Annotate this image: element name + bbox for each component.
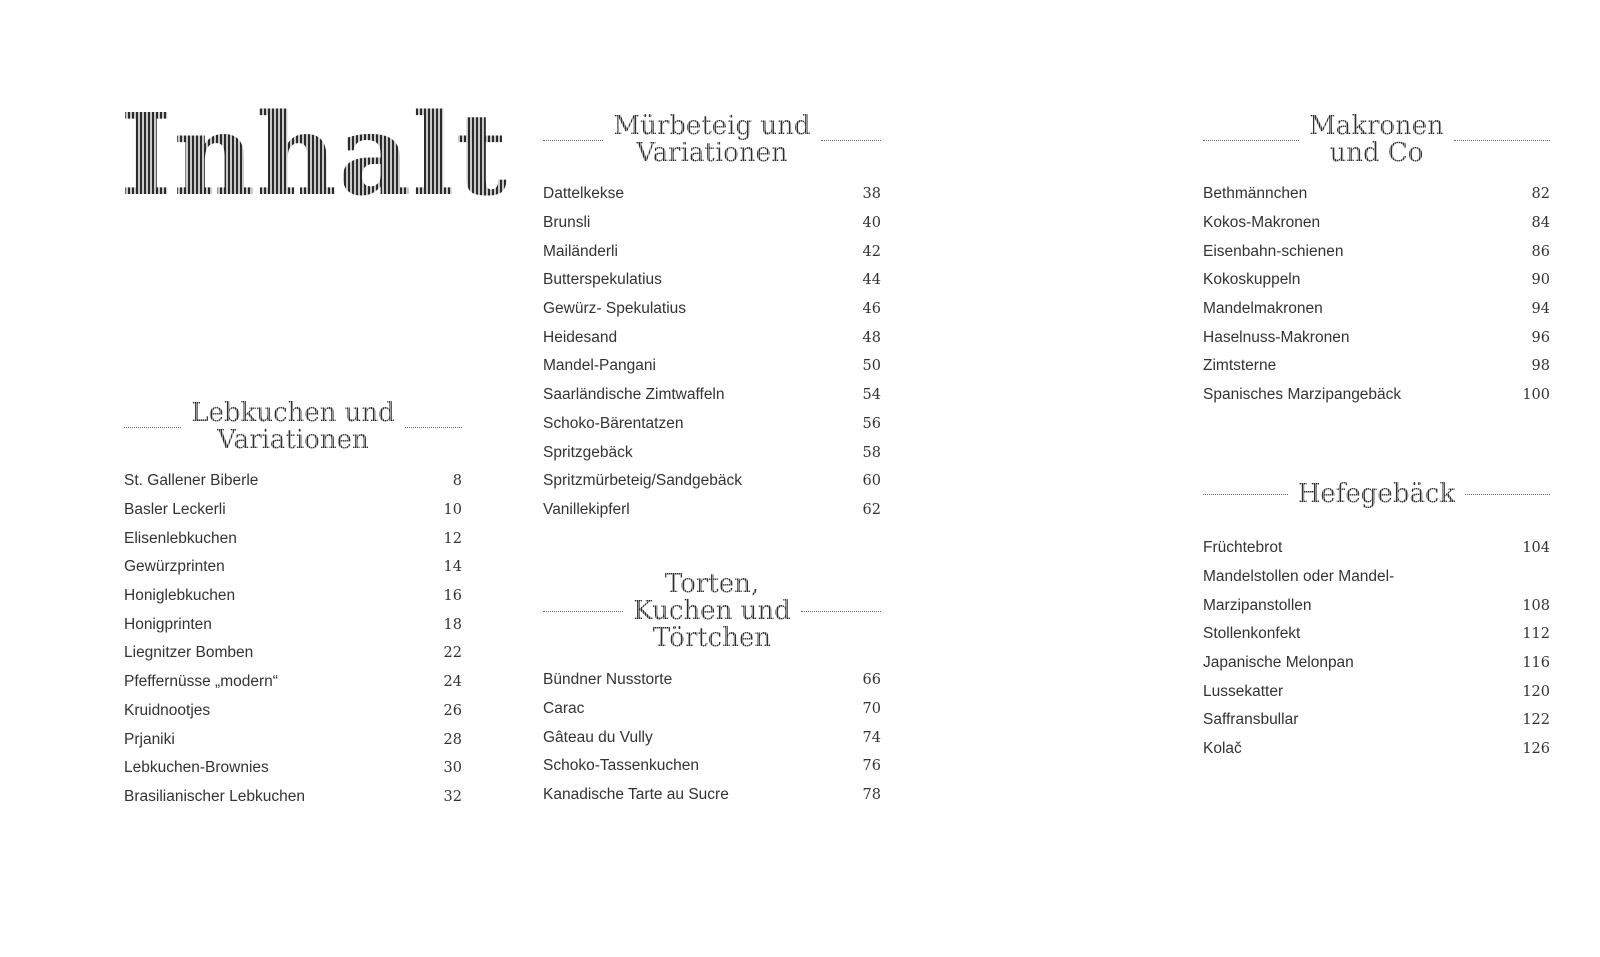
toc-entry-page: 98 bbox=[1531, 358, 1550, 375]
toc-entry-title: Spritzmürbeteig/Sandgebäck bbox=[543, 472, 743, 490]
toc-entry bbox=[543, 438, 881, 467]
toc-entry bbox=[543, 752, 881, 781]
toc-entry-page: 60 bbox=[862, 473, 881, 490]
toc-entry-page: 122 bbox=[1522, 712, 1550, 729]
toc-entry-page: 116 bbox=[1522, 655, 1550, 672]
toc-entry-title: Gewürzprinten bbox=[124, 558, 225, 576]
toc-entry-page: 26 bbox=[443, 702, 462, 719]
section-heading bbox=[1203, 110, 1550, 170]
toc-entry bbox=[1203, 620, 1550, 649]
section-muerbeteig bbox=[543, 110, 881, 524]
heading-rule-right bbox=[801, 611, 881, 612]
toc-entry-title: Gewürz- Spekulatius bbox=[543, 300, 687, 318]
toc-entry-title: Saffransbullar bbox=[1203, 711, 1299, 729]
toc-entry bbox=[124, 697, 462, 726]
section-heading-text: Mürbeteig und Variationen bbox=[613, 111, 811, 168]
section-hefe bbox=[1203, 464, 1550, 764]
toc-entry-page: 12 bbox=[443, 530, 462, 547]
toc-entry-page: 22 bbox=[443, 645, 462, 662]
toc-entry-title: Saarländische Zimtwaffeln bbox=[543, 386, 725, 404]
heading-rule-left bbox=[543, 140, 603, 141]
section-makronen bbox=[1203, 110, 1550, 410]
heading-rule-right bbox=[1454, 140, 1550, 141]
toc-entry-title: Schoko-Bärentatzen bbox=[543, 414, 684, 432]
toc-entry-page: 54 bbox=[862, 387, 881, 404]
toc-entry bbox=[543, 180, 881, 209]
toc-entry-title: Zimtsterne bbox=[1203, 357, 1277, 375]
toc-entry-page: 78 bbox=[862, 787, 881, 804]
toc-entry bbox=[543, 723, 881, 752]
section-heading-text: Torten, Kuchen und Törtchen bbox=[633, 568, 791, 653]
toc-entry-page: 32 bbox=[443, 788, 462, 805]
heading-rule-left bbox=[1203, 494, 1288, 495]
toc-entry-title: Kruidnootjes bbox=[124, 701, 211, 719]
toc-entry-page: 112 bbox=[1522, 626, 1550, 643]
toc-entry-page: 14 bbox=[443, 559, 462, 576]
toc-entry bbox=[124, 553, 462, 582]
toc-entry-page: 10 bbox=[443, 502, 462, 519]
toc-entry bbox=[543, 237, 881, 266]
toc-entry bbox=[124, 467, 462, 496]
toc-entry-page: 96 bbox=[1531, 329, 1550, 346]
toc-entry-page: 94 bbox=[1531, 301, 1550, 318]
toc-entry-page: 86 bbox=[1531, 243, 1550, 260]
toc-entry-title: Haselnuss-Makronen bbox=[1203, 328, 1350, 346]
toc-entry-page: 16 bbox=[443, 588, 462, 605]
toc-entry-title: Prjaniki bbox=[124, 730, 175, 748]
section-heading bbox=[543, 566, 881, 656]
toc-entry-page: 30 bbox=[443, 760, 462, 777]
toc-entry bbox=[543, 496, 881, 525]
toc-entry-page: 46 bbox=[862, 301, 881, 318]
toc-entry-title: Honigprinten bbox=[124, 615, 212, 633]
toc-entry-page: 82 bbox=[1531, 186, 1550, 203]
toc-entry bbox=[1203, 323, 1550, 352]
toc-entry-title: Brasilianischer Lebkuchen bbox=[124, 787, 305, 805]
heading-rule-right bbox=[821, 140, 881, 141]
toc-entry bbox=[543, 352, 881, 381]
toc-entry-page: 74 bbox=[862, 729, 881, 746]
toc-entry-page: 24 bbox=[443, 674, 462, 691]
section-lebkuchen bbox=[124, 397, 462, 811]
toc-entry-title: Butterspekulatius bbox=[543, 271, 662, 289]
toc-entry bbox=[1203, 706, 1550, 735]
page-title: Inhalt bbox=[120, 90, 509, 221]
toc-entry bbox=[543, 410, 881, 439]
toc-entry-title: Marzipanstollen bbox=[1203, 596, 1312, 614]
section-heading-text: Lebkuchen und Variationen bbox=[191, 398, 395, 455]
toc-entry-title: Früchtebrot bbox=[1203, 539, 1283, 557]
toc-entry-title: Dattelkekse bbox=[543, 185, 624, 203]
toc-entry bbox=[1203, 381, 1550, 410]
toc-entry-title: Mandelstollen oder Mandel- bbox=[1203, 568, 1395, 586]
toc-entry bbox=[543, 209, 881, 238]
toc-entry bbox=[1203, 209, 1550, 238]
toc-entry-title: Bethmännchen bbox=[1203, 185, 1308, 203]
toc-entry bbox=[124, 783, 462, 812]
toc-entry-title: Mailänderli bbox=[543, 242, 618, 260]
toc-entry bbox=[543, 381, 881, 410]
toc-entry bbox=[1203, 677, 1550, 706]
toc-entry bbox=[124, 582, 462, 611]
toc-entry-title: Elisenlebkuchen bbox=[124, 529, 237, 547]
toc-entry bbox=[124, 639, 462, 668]
toc-entry-page: 28 bbox=[443, 731, 462, 748]
toc-entry-page: 66 bbox=[862, 672, 881, 689]
toc-list bbox=[1203, 180, 1550, 410]
toc-entry bbox=[543, 467, 881, 496]
toc-entry-page: 120 bbox=[1522, 683, 1550, 700]
toc-entry-page: 100 bbox=[1522, 387, 1550, 404]
toc-list bbox=[543, 666, 881, 809]
toc-entry-page: 40 bbox=[862, 215, 881, 232]
heading-rule-left bbox=[1203, 140, 1299, 141]
toc-entry-title: Pfeffernüsse „modern“ bbox=[124, 673, 278, 691]
heading-rule-right bbox=[1465, 494, 1550, 495]
toc-entry-title: Basler Leckerli bbox=[124, 501, 226, 519]
toc-entry-page: 70 bbox=[862, 701, 881, 718]
toc-entry-page: 90 bbox=[1531, 272, 1550, 289]
toc-list bbox=[1203, 534, 1550, 764]
heading-rule-left bbox=[124, 427, 181, 428]
toc-entry-title: Kokos-Makronen bbox=[1203, 214, 1321, 232]
section-heading bbox=[543, 110, 881, 170]
toc-entry bbox=[1203, 295, 1550, 324]
toc-entry bbox=[1203, 649, 1550, 678]
toc-list bbox=[124, 467, 462, 811]
toc-entry-title: Lebkuchen-Brownies bbox=[124, 759, 269, 777]
toc-entry-page: 50 bbox=[862, 358, 881, 375]
toc-list bbox=[543, 180, 881, 524]
toc-entry-page: 126 bbox=[1522, 741, 1550, 758]
toc-entry-title: Honiglebkuchen bbox=[124, 587, 236, 605]
toc-entry bbox=[124, 524, 462, 553]
section-heading bbox=[124, 397, 462, 457]
toc-entry bbox=[543, 266, 881, 295]
toc-entry bbox=[543, 295, 881, 324]
toc-entry-page: 38 bbox=[862, 186, 881, 203]
toc-entry bbox=[124, 610, 462, 639]
toc-entry bbox=[1203, 352, 1550, 381]
toc-entry bbox=[543, 323, 881, 352]
toc-entry-title: Stollenkonfekt bbox=[1203, 625, 1301, 643]
toc-entry-page: 18 bbox=[443, 616, 462, 633]
toc-entry-title: Kolač bbox=[1203, 740, 1242, 758]
toc-entry-title: Vanillekipferl bbox=[543, 500, 630, 518]
toc-entry bbox=[1203, 266, 1550, 295]
toc-entry bbox=[543, 695, 881, 724]
toc-entry-page: 104 bbox=[1522, 540, 1550, 557]
toc-entry bbox=[1203, 534, 1550, 563]
toc-entry-title: Liegnitzer Bomben bbox=[124, 644, 254, 662]
toc-entry-title: Carac bbox=[543, 700, 585, 718]
heading-rule-right bbox=[405, 427, 462, 428]
toc-entry-page: 108 bbox=[1522, 597, 1550, 614]
toc-entry-title: Gâteau du Vully bbox=[543, 728, 653, 746]
toc-entry-title: Japanische Melonpan bbox=[1203, 654, 1354, 672]
toc-entry-title: Mandel-Pangani bbox=[543, 357, 656, 375]
toc-entry bbox=[124, 725, 462, 754]
toc-entry-title: Schoko-Tassenkuchen bbox=[543, 757, 699, 775]
toc-entry-page: 44 bbox=[862, 272, 881, 289]
toc-entry-page: 62 bbox=[862, 501, 881, 518]
section-heading-text: Makronen und Co bbox=[1309, 111, 1444, 168]
toc-entry bbox=[543, 666, 881, 695]
toc-entry bbox=[1203, 180, 1550, 209]
toc-entry-page: 48 bbox=[862, 329, 881, 346]
toc-entry bbox=[543, 781, 881, 810]
toc-entry-page: 84 bbox=[1531, 215, 1550, 232]
toc-entry bbox=[1203, 563, 1550, 592]
toc-entry-title: Bündner Nusstorte bbox=[543, 671, 673, 689]
toc-entry-title: St. Gallener Biberle bbox=[124, 472, 259, 490]
section-torten bbox=[543, 566, 881, 809]
section-heading bbox=[1203, 464, 1550, 524]
toc-entry-title: Lussekatter bbox=[1203, 682, 1284, 700]
toc-entry bbox=[1203, 735, 1550, 764]
toc-entry-title: Mandelmakronen bbox=[1203, 300, 1323, 318]
toc-entry-title: Spritzgebäck bbox=[543, 443, 633, 461]
section-heading-text: Hefegebäck bbox=[1297, 478, 1456, 509]
toc-entry bbox=[124, 754, 462, 783]
toc-entry-title: Eisenbahn-schienen bbox=[1203, 242, 1344, 260]
toc-entry-title: Kokoskuppeln bbox=[1203, 271, 1301, 289]
heading-rule-left bbox=[543, 611, 623, 612]
toc-entry-page: 8 bbox=[452, 473, 462, 490]
toc-entry bbox=[124, 496, 462, 525]
toc-entry-page: 58 bbox=[862, 444, 881, 461]
toc-entry-page: 76 bbox=[862, 758, 881, 775]
toc-entry-title: Heidesand bbox=[543, 328, 618, 346]
toc-entry-page: 56 bbox=[862, 415, 881, 432]
toc-entry bbox=[124, 668, 462, 697]
toc-entry-title: Spanisches Marzipangebäck bbox=[1203, 386, 1402, 404]
toc-entry-page: 42 bbox=[862, 243, 881, 260]
toc-entry-title: Kanadische Tarte au Sucre bbox=[543, 786, 729, 804]
toc-entry bbox=[1203, 237, 1550, 266]
toc-entry bbox=[1203, 591, 1550, 620]
toc-entry-title: Brunsli bbox=[543, 214, 591, 232]
